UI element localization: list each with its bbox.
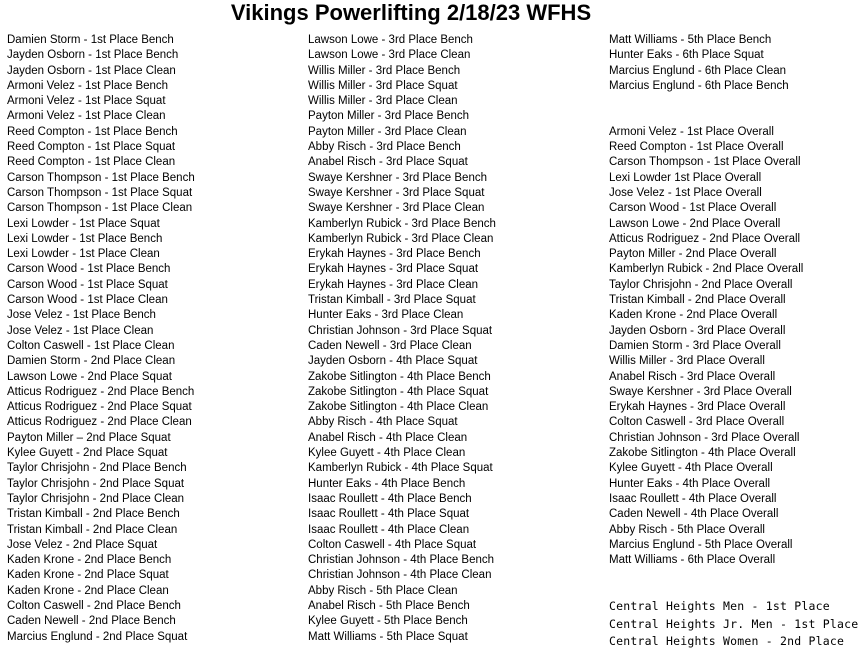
result-line: Anabel Risch - 3rd Place Overall	[609, 370, 776, 383]
result-line: Anabel Risch - 5th Place Bench	[308, 599, 470, 612]
result-line: Carson Thompson - 1st Place Bench	[7, 171, 195, 184]
result-line: Hunter Eaks - 3rd Place Clean	[308, 309, 464, 322]
result-line: Erykah Haynes - 3rd Place Bench	[308, 248, 481, 261]
result-line: Jayden Osborn - 4th Place Squat	[308, 355, 478, 368]
result-line: Caden Newell - 2nd Place Bench	[7, 615, 176, 628]
result-line: Swaye Kershner - 3rd Place Clean	[308, 202, 485, 215]
result-line: Marcius Englund - 6th Place Bench	[609, 79, 789, 92]
result-line: Reed Compton - 1st Place Bench	[7, 125, 178, 138]
result-line: Zakobe Sitlington - 4th Place Clean	[308, 401, 489, 414]
result-line: Caden Newell - 4th Place Overall	[609, 508, 779, 521]
result-line: Damien Storm - 1st Place Bench	[7, 34, 174, 46]
result-line: Kamberlyn Rubick - 3rd Place Bench	[308, 217, 496, 230]
result-line: Lexi Lowder - 1st Place Bench	[7, 232, 163, 245]
result-line: Atticus Rodriguez - 2nd Place Squat	[7, 401, 192, 414]
result-line: Jose Velez - 1st Place Overall	[609, 186, 762, 199]
result-line: Abby Risch - 5th Place Clean	[308, 584, 458, 597]
result-line	[609, 109, 819, 124]
result-line: Isaac Roullett - 4th Place Clean	[308, 523, 470, 536]
result-line: Payton Miller - 3rd Place Bench	[308, 110, 470, 123]
result-line: Tristan Kimball - 2nd Place Overall	[609, 294, 786, 307]
result-line: Matt Williams - 5th Place Squat	[308, 630, 468, 643]
result-line: Marcius Englund - 6th Place Clean	[609, 64, 787, 77]
result-line: Carson Thompson - 1st Place Clean	[7, 202, 193, 215]
result-line: Abby Risch - 5th Place Overall	[609, 523, 765, 536]
result-line: Kaden Krone - 2nd Place Overall	[609, 309, 778, 322]
result-line: Abby Risch - 3rd Place Bench	[308, 141, 461, 154]
result-line: Atticus Rodriguez - 2nd Place Bench	[7, 385, 195, 398]
result-line: Tristan Kimball - 2nd Place Bench	[7, 508, 180, 521]
result-line: Lawson Lowe - 2nd Place Squat	[7, 370, 172, 383]
result-line: Lawson Lowe - 2nd Place Overall	[609, 217, 781, 230]
result-line: Lexi Lowder 1st Place Overall	[609, 171, 762, 184]
result-line: Reed Compton - 1st Place Squat	[7, 141, 176, 154]
result-line: Carson Wood - 1st Place Overall	[609, 202, 777, 215]
result-line: Payton Miller – 2nd Place Squat	[7, 431, 171, 444]
result-line: Willis Miller - 3rd Place Overall	[609, 355, 765, 368]
result-line: Erykah Haynes - 3rd Place Overall	[609, 401, 786, 414]
result-line: Kylee Guyett - 2nd Place Squat	[7, 447, 168, 460]
result-line: Christian Johnson - 3rd Place Overall	[609, 431, 800, 444]
result-line: Marcius Englund - 2nd Place Squat	[7, 630, 188, 643]
team-result-line: Central Heights Men - 1st Place	[609, 599, 830, 613]
result-line: Taylor Chrisjohn - 2nd Place Clean	[7, 492, 185, 505]
document-title: Vikings Powerlifting 2/18/23 WFHS	[230, 0, 592, 25]
results-column-2	[308, 33, 603, 645]
result-line: Jose Velez - 1st Place Bench	[7, 309, 156, 322]
result-line: Kylee Guyett - 4th Place Overall	[609, 462, 773, 475]
result-line: Matt Williams - 5th Place Bench	[609, 34, 772, 46]
result-line: Hunter Eaks - 4th Place Overall	[609, 477, 771, 490]
result-line: Swaye Kershner - 3rd Place Squat	[308, 186, 485, 199]
result-line: Jose Velez - 2nd Place Squat	[7, 538, 158, 551]
team-result-line: Central Heights Women - 2nd Place	[609, 634, 845, 648]
result-line: Reed Compton - 1st Place Clean	[7, 156, 176, 169]
result-line: Payton Miller - 3rd Place Clean	[308, 125, 467, 138]
result-line: Armoni Velez - 1st Place Overall	[609, 125, 774, 138]
result-line: Kaden Krone - 2nd Place Squat	[7, 569, 169, 582]
result-line: Atticus Rodriguez - 2nd Place Overall	[609, 232, 801, 245]
result-line: Christian Johnson - 4th Place Bench	[308, 554, 495, 567]
result-line: Erykah Haynes - 3rd Place Clean	[308, 278, 479, 291]
result-line: Kylee Guyett - 5th Place Bench	[308, 615, 468, 628]
team-result-line: Central Heights Jr. Men - 1st Place	[609, 616, 858, 631]
result-line: Colton Caswell - 2nd Place Bench	[7, 599, 181, 612]
result-line: Kamberlyn Rubick - 4th Place Squat	[308, 462, 493, 475]
result-line: Carson Wood - 1st Place Clean	[7, 294, 168, 307]
result-line: Jayden Osborn - 1st Place Bench	[7, 49, 179, 62]
result-line: Matt Williams - 6th Place Overall	[609, 554, 776, 567]
result-line: Colton Caswell - 4th Place Squat	[308, 538, 477, 551]
result-line: Swaye Kershner - 3rd Place Bench	[308, 171, 487, 184]
result-line: Payton Miller - 2nd Place Overall	[609, 248, 777, 261]
result-line: Isaac Roullett - 4th Place Squat	[308, 508, 470, 521]
result-line: Isaac Roullett - 4th Place Bench	[308, 492, 472, 505]
result-line: Carson Thompson - 1st Place Overall	[609, 156, 801, 169]
result-line: Atticus Rodriguez - 2nd Place Clean	[7, 416, 192, 429]
result-line: Zakobe Sitlington - 4th Place Squat	[308, 385, 489, 398]
result-line: Kaden Krone - 2nd Place Bench	[7, 554, 172, 567]
result-line: Swaye Kershner - 3rd Place Overall	[609, 385, 792, 398]
result-line: Reed Compton - 1st Place Overall	[609, 141, 784, 154]
result-line: Kamberlyn Rubick - 3rd Place Clean	[308, 232, 494, 245]
result-line: Lawson Lowe - 3rd Place Bench	[308, 34, 473, 46]
results-column-1	[7, 33, 302, 645]
result-line: Anabel Risch - 3rd Place Squat	[308, 156, 468, 169]
result-line	[609, 94, 819, 109]
result-line: Willis Miller - 3rd Place Bench	[308, 64, 461, 77]
result-line: Colton Caswell - 1st Place Clean	[7, 339, 175, 352]
result-line: Willis Miller - 3rd Place Squat	[308, 79, 458, 92]
result-line: Damien Storm - 2nd Place Clean	[7, 355, 176, 368]
result-line: Jayden Osborn - 3rd Place Overall	[609, 324, 786, 337]
result-line: Jose Velez - 1st Place Clean	[7, 324, 154, 337]
result-line: Carson Wood - 1st Place Squat	[7, 278, 168, 291]
result-line: Kylee Guyett - 4th Place Clean	[308, 447, 466, 460]
result-line: Zakobe Sitlington - 4th Place Overall	[609, 447, 796, 460]
team-results	[609, 598, 858, 651]
results-column-3	[609, 33, 819, 568]
result-line: Zakobe Sitlington - 4th Place Bench	[308, 370, 491, 383]
result-line: Lexi Lowder - 1st Place Squat	[7, 217, 160, 230]
result-line: Carson Thompson - 1st Place Squat	[7, 186, 193, 199]
result-line: Taylor Chrisjohn - 2nd Place Bench	[7, 462, 187, 475]
result-line: Tristan Kimball - 2nd Place Clean	[7, 523, 178, 536]
result-line: Hunter Eaks - 4th Place Bench	[308, 477, 466, 490]
result-line: Colton Caswell - 3rd Place Overall	[609, 416, 785, 429]
result-line: Armoni Velez - 1st Place Squat	[7, 95, 166, 108]
result-line: Isaac Roullett - 4th Place Overall	[609, 492, 777, 505]
result-line: Jayden Osborn - 1st Place Clean	[7, 64, 176, 77]
result-line: Christian Johnson - 4th Place Clean	[308, 569, 492, 582]
result-line: Taylor Chrisjohn - 2nd Place Overall	[609, 278, 793, 291]
result-line: Marcius Englund - 5th Place Overall	[609, 538, 793, 551]
result-line: Abby Risch - 4th Place Squat	[308, 416, 458, 429]
result-line: Kaden Krone - 2nd Place Clean	[7, 584, 169, 597]
result-line: Carson Wood - 1st Place Bench	[7, 263, 171, 276]
result-line: Caden Newell - 3rd Place Clean	[308, 339, 472, 352]
result-line: Damien Storm - 3rd Place Overall	[609, 339, 781, 352]
result-line: Kamberlyn Rubick - 2nd Place Overall	[609, 263, 804, 276]
result-line: Christian Johnson - 3rd Place Squat	[308, 324, 493, 337]
result-line: Anabel Risch - 4th Place Clean	[308, 431, 468, 444]
result-line: Armoni Velez - 1st Place Clean	[7, 110, 166, 123]
result-line: Lexi Lowder - 1st Place Clean	[7, 248, 160, 261]
result-line: Armoni Velez - 1st Place Bench	[7, 79, 169, 92]
result-line: Erykah Haynes - 3rd Place Squat	[308, 263, 479, 276]
result-line: Lawson Lowe - 3rd Place Clean	[308, 49, 471, 62]
result-line: Tristan Kimball - 3rd Place Squat	[308, 294, 476, 307]
result-line: Willis Miller - 3rd Place Clean	[308, 95, 458, 108]
result-line: Taylor Chrisjohn - 2nd Place Squat	[7, 477, 185, 490]
result-line: Hunter Eaks - 6th Place Squat	[609, 49, 764, 62]
